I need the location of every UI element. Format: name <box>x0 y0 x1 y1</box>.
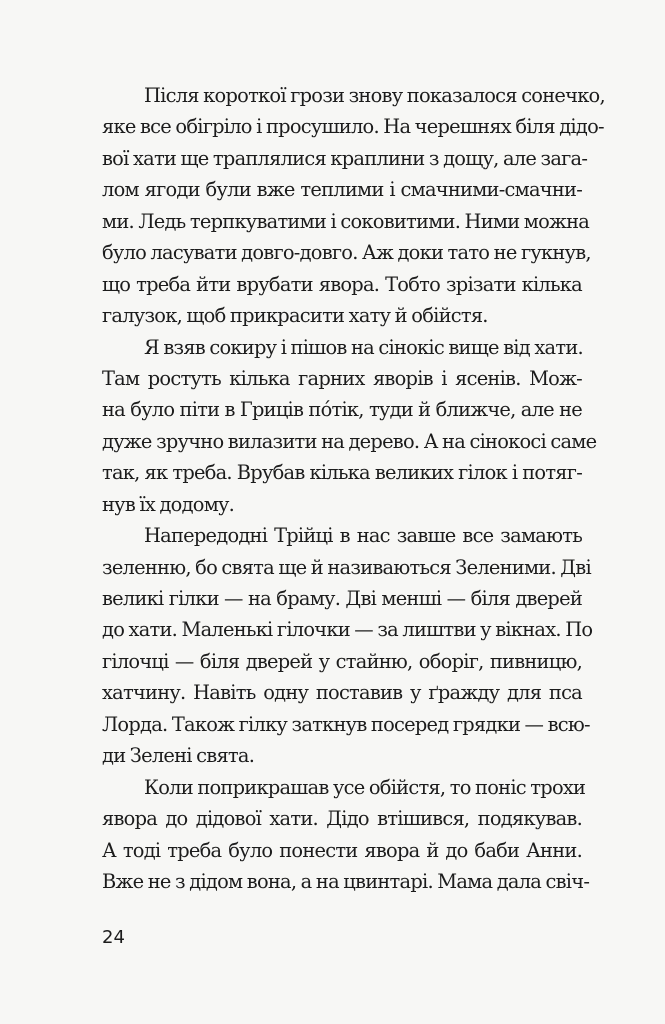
text-line: нув їх додому. <box>102 492 235 516</box>
text-line: яке все обігріло і просушило. На черешнях біля дідо- <box>102 115 604 139</box>
text-line: Там ростуть кілька гарних яворів і ясенів. Мож- <box>102 366 582 390</box>
text-line: Коли поприкрашав усе обійстя, то поніс трохи <box>144 775 586 799</box>
text-line: на було піти в Гриців пóтік, туди й ближче, але не <box>102 398 582 422</box>
text-line: лом ягоди були вже теплими і смачними-смачни- <box>102 178 582 202</box>
text-line: Після короткої грози знову показалося сонечко, <box>144 84 605 107</box>
body-text <box>102 80 605 897</box>
text-line: було ласувати довго-довго. Аж доки тато не гукнув, <box>102 241 591 265</box>
text-line: А тоді треба було понести явора й до баби Анни. <box>102 838 582 862</box>
page-number: 24 <box>102 927 125 948</box>
text-line: явора до дідової хати. Дідо втішився, подякував. <box>102 807 582 831</box>
text-line: вої хати ще траплялися краплини з дощу, але зага- <box>102 146 588 170</box>
text-line: Я взяв сокиру і пішов на сінокіс вище від хати. <box>144 335 583 359</box>
paragraph <box>102 520 593 772</box>
text-line: зеленню, бо свята ще й називаються Зеленими. Дві <box>102 555 591 579</box>
text-line: Вже не з дідом вона, а на цвинтарі. Мама дала свіч- <box>102 869 590 893</box>
text-line: хатчину. Навіть одну поставив у ґражду для пса <box>102 681 582 705</box>
text-line: так, як треба. Врубав кілька великих гілок і потяг- <box>102 461 582 485</box>
paragraph <box>102 332 597 521</box>
text-line: Напередодні Трійці в нас завше все замають <box>144 524 582 548</box>
paragraph <box>102 80 605 332</box>
text-line: що треба йти врубати явора. Тобто зрізати кілька <box>102 272 582 296</box>
paragraph <box>102 772 590 898</box>
text-line: Лорда. Також гілку заткнув посеред грядки — всю- <box>102 712 590 736</box>
text-line: дуже зручно вилазити на дерево. А на сінокосі саме <box>102 429 597 453</box>
text-line: гілочці — біля дверей у стайню, оборіг, пивницю, <box>102 649 582 673</box>
text-line: ди Зелені свята. <box>102 744 255 768</box>
text-line: галузок, щоб прикрасити хату й обійстя. <box>102 304 488 328</box>
text-line: ми. Ледь терпкуватими і соковитими. Ними можна <box>102 209 590 233</box>
text-line: великі гілки — на браму. Дві менші — біля дверей <box>102 587 582 610</box>
text-line: до хати. Маленькі гілочки — за лиштви у вікнах. По <box>102 618 593 642</box>
